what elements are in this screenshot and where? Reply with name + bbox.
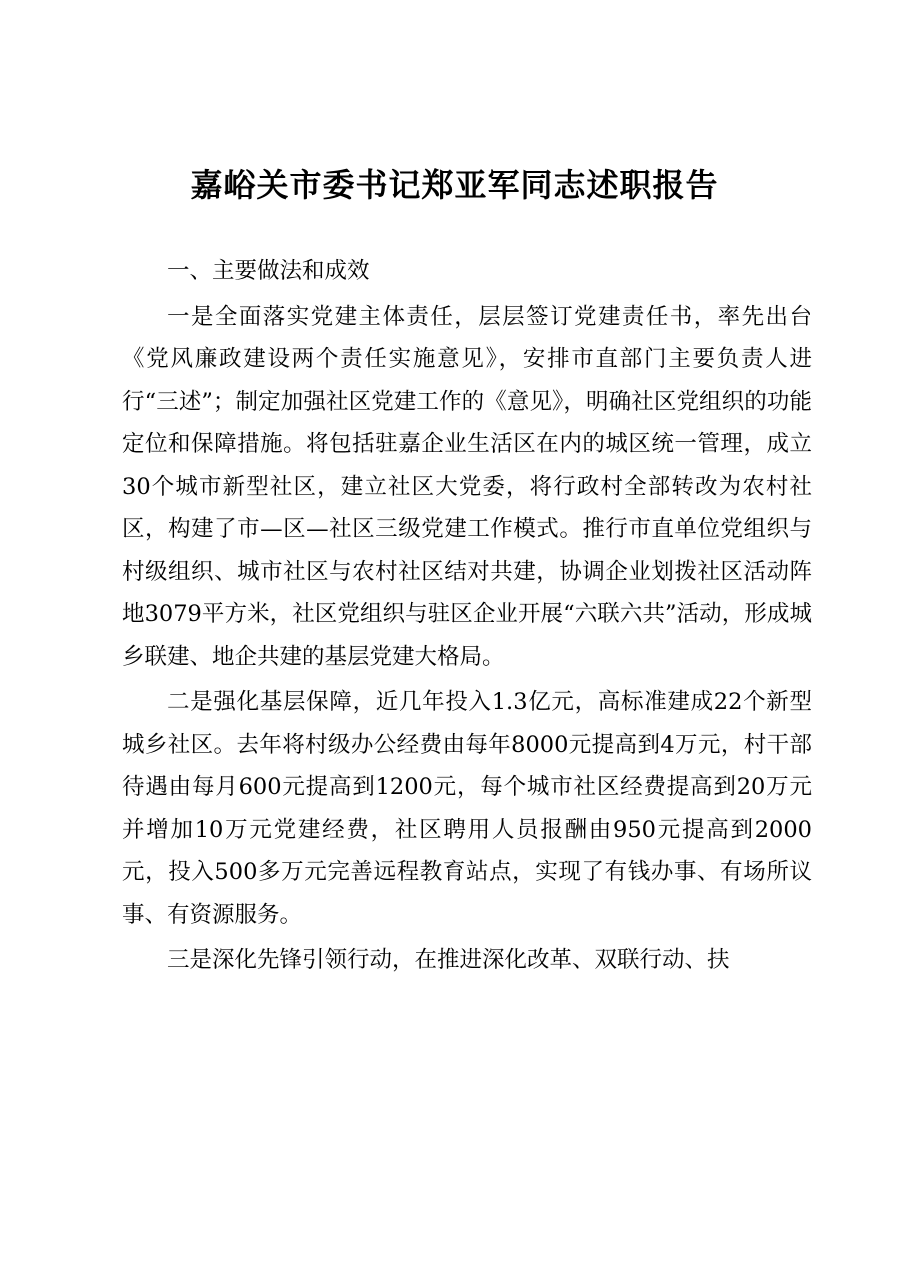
paragraph-1: 一是全面落实党建主体责任，层层签订党建责任书，率先出台《党风廉政建设两个责任实施意见》，安排市直部门主要负责人进行“三述”；制定加强社区党建工作的《意见》，明确社区党组织的功能定位和保障措施。将包括驻嘉企业生活区在内的城区统一管理，成立30个城市新型社区，建立社区大党委，将行政村全部转改为农村社区，构建了市—区—社区三级党建工作模式。推行市直单位党组织与村级组织、城市社区与农村社区结对共建，协调企业划拨社区活动阵地3079平方米，社区党组织与驻区企业开展“六联六共”活动，形成城乡联建、地企共建的基层党建大格局。 <box>122 303 812 670</box>
document-title: 嘉峪关市委书记郑亚军同志述职报告 <box>190 166 719 204</box>
section-heading: 一、主要做法和成效 <box>167 258 370 284</box>
document-body <box>122 250 812 982</box>
paragraph-3: 三是深化先锋引领行动，在推进深化改革、双联行动、扶 <box>167 947 730 973</box>
paragraph-2: 二是强化基层保障，近几年投入1.3亿元，高标准建成22个新型城乡社区。去年将村级办公经费由每年8000元提高到4万元，村干部待遇由每月600元提高到1200元，每个城市社区经费提高到20万元并增加10万元党建经费，社区聘用人员报酬由950元提高到2000元，投入500多万元完善远程教育站点，实现了有钱办事、有场所议事、有资源服务。 <box>122 689 812 928</box>
